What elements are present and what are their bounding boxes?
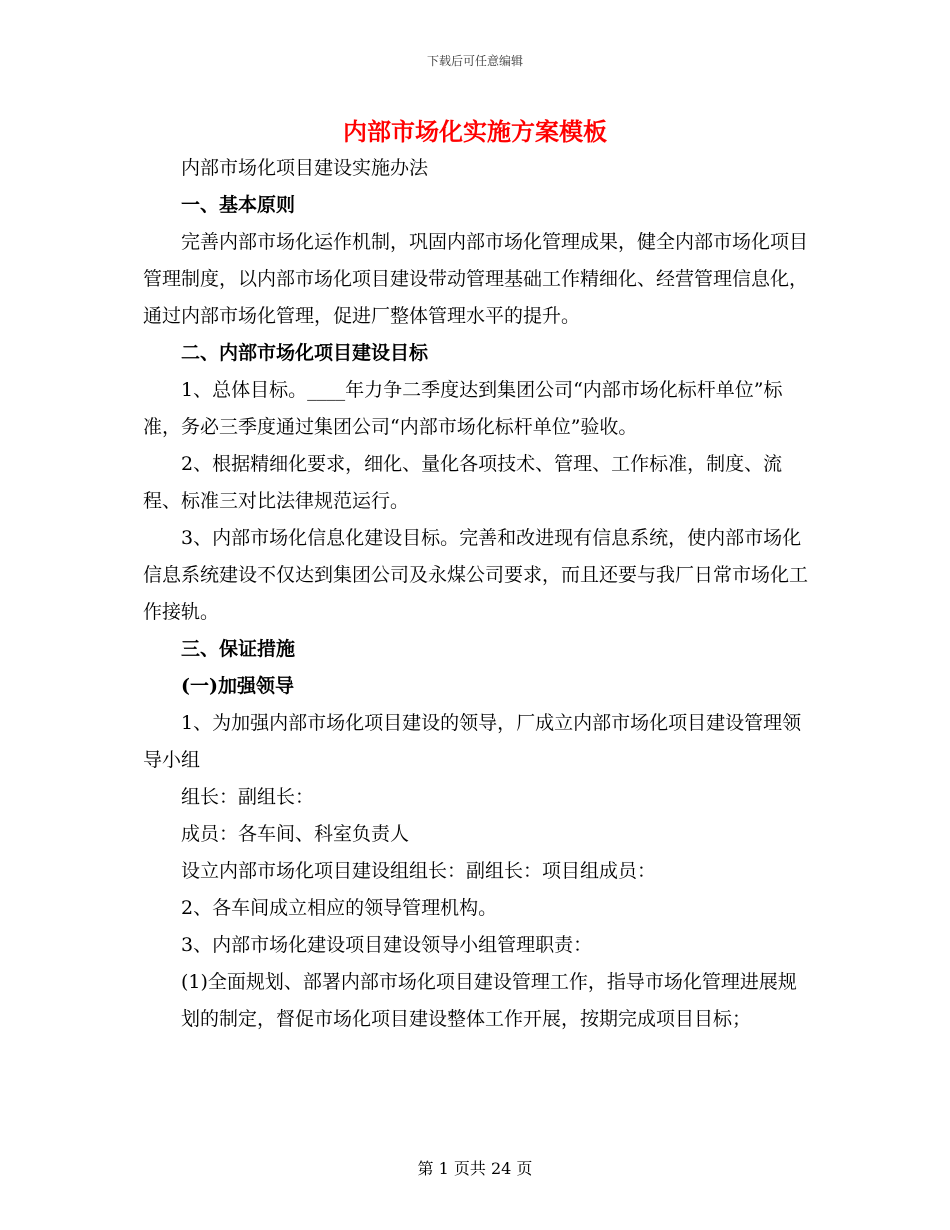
paragraph-leadership-1: 1、为加强内部市场化项目建设的领导，厂成立内部市场化项目建设管理领导小组 [143,712,802,771]
document-body [143,150,813,1038]
subtitle-paragraph: 内部市场化项目建设实施办法 [181,157,429,179]
page-footer: 第 1 页共 24 页 [417,1159,533,1178]
paragraph-project-group: 设立内部市场化项目建设组组长：副组长：项目组成员： [181,860,657,882]
page-header-note: 下载后可任意编辑 [426,54,523,68]
section-heading-1: 一、基本原则 [181,194,296,216]
paragraph-leadership-3: 3、内部市场化建设项目建设领导小组管理职责： [181,934,593,956]
paragraph-goal-3: 3、内部市场化信息化建设目标。完善和改进现有信息系统，使内部市场化信息系统建设不仅达到集团公司及永煤公司要求，而且还要与我厂日常市场化工作接轨。 [143,527,809,623]
paragraph-leader-roles: 组长：副组长： [181,786,315,808]
section-heading-2: 二、内部市场化项目建设目标 [181,342,429,364]
document-title: 内部市场化实施方案模板 [343,117,607,146]
paragraph-leadership-2: 2、各车间成立相应的领导管理机构。 [181,897,498,919]
paragraph-duty-1: (1)全面规划、部署内部市场化项目建设管理工作，指导市场化管理进展规划的制定，督促市场化项目建设整体工作开展，按期完成项目目标； [181,971,797,1030]
paragraph-members: 成员：各车间、科室负责人 [181,823,410,845]
paragraph-goal-1: 1、总体目标。____年力争二季度达到集团公司“内部市场化标杆单位”标准，务必三季度通过集团公司“内部市场化标杆单位”验收。 [143,379,783,438]
subsection-heading-1: (一)加强领导 [181,675,294,697]
section-heading-3: 三、保证措施 [181,638,296,660]
paragraph-principles: 完善内部市场化运作机制，巩固内部市场化管理成果，健全内部市场化项目管理制度，以内部市场化项目建设带动管理基础工作精细化、经营管理信息化，通过内部市场化管理，促进厂整体管理水平的提升。 [143,231,809,327]
paragraph-goal-2: 2、根据精细化要求，细化、量化各项技术、管理、工作标准，制度、流程、标准三对比法律规范运行。 [143,453,783,512]
